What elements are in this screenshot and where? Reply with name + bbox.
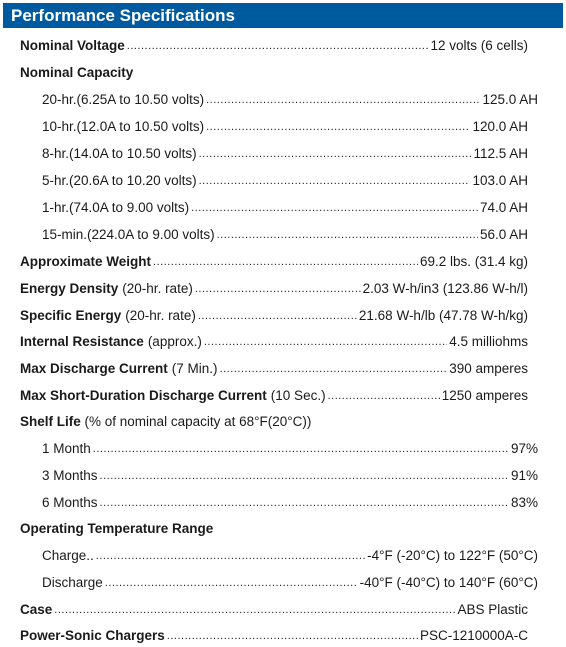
spec-note: (% of nominal capacity at 68°F(20°C)) — [84, 414, 312, 429]
spec-note: (7 Min.) — [171, 361, 218, 376]
shelf-life-value: 83% — [510, 495, 538, 510]
capacity-value: 125.0 AH — [482, 92, 538, 107]
capacity-value: 56.0 AH — [479, 227, 528, 242]
spec-note: (10 Sec.) — [270, 388, 326, 403]
shelf-life-value: 97% — [510, 441, 538, 456]
leader-dots — [328, 386, 440, 406]
spec-heading-nominal-capacity: Nominal Capacity — [20, 65, 134, 80]
operating-temp-row — [42, 546, 538, 566]
capacity-rate: 1-hr. — [42, 200, 70, 215]
leader-dots — [100, 466, 509, 486]
shelf-life-value: 91% — [510, 468, 538, 483]
spec-heading-operating-temp: Operating Temperature Range — [20, 521, 214, 536]
spec-value: 2.03 W-h/in3 (123.86 W-h/l) — [362, 281, 528, 296]
leader-dots — [100, 493, 509, 513]
spec-row-internal-resistance — [20, 332, 528, 352]
spec-note: (20-hr. rate) — [125, 308, 196, 323]
leader-dots — [191, 198, 478, 218]
operating-temp-value: -40°F (-40°C) to 140°F (60°C) — [359, 575, 538, 590]
capacity-condition: (12.0A to 10.50 volts) — [76, 119, 205, 134]
capacity-condition: (224.0A to 9.00 volts) — [87, 227, 215, 242]
spec-value: 21.68 W-h/lb (47.78 W-h/kg) — [358, 308, 528, 323]
spec-note: (20-hr. rate) — [122, 281, 193, 296]
operating-temp-value: -4°F (-20°C) to 122°F (50°C) — [367, 548, 538, 563]
capacity-row — [42, 198, 528, 218]
spec-value: 4.5 milliohms — [449, 334, 528, 349]
shelf-life-row — [42, 439, 538, 459]
leader-dots — [204, 332, 447, 352]
spec-value: ABS Plastic — [457, 602, 528, 617]
leader-dots — [93, 439, 509, 459]
shelf-life-period: 1 Month — [42, 441, 91, 456]
spec-label: Internal Resistance — [20, 334, 144, 349]
spec-label: Specific Energy — [20, 308, 122, 323]
capacity-condition: (20.6A to 10.20 volts) — [69, 173, 197, 188]
capacity-row — [42, 90, 538, 110]
section-title: Performance Specifications — [3, 3, 563, 28]
capacity-condition: (74.0A to 9.00 volts) — [69, 200, 190, 215]
capacity-condition: (6.25A to 10.50 volts) — [76, 92, 205, 107]
spec-row-max-short-discharge — [20, 386, 528, 406]
capacity-rate: 15-min. — [42, 227, 88, 242]
leader-dots — [153, 252, 418, 272]
spec-row-nominal-voltage — [20, 36, 528, 56]
spec-label: Energy Density — [20, 281, 119, 296]
leader-dots — [217, 225, 478, 245]
capacity-value: 112.5 AH — [473, 146, 528, 161]
spec-heading-shelf-life — [20, 412, 311, 432]
leader-dots — [195, 279, 361, 299]
operating-temp-mode: Discharge — [42, 575, 103, 590]
capacity-value: 120.0 AH — [472, 119, 528, 134]
spec-label: Case — [20, 602, 53, 617]
capacity-condition: (14.0A to 10.50 volts) — [69, 146, 197, 161]
spec-row-max-discharge — [20, 359, 528, 379]
capacity-rate: 8-hr. — [42, 146, 70, 161]
spec-label: Max Short-Duration Discharge Current — [20, 388, 267, 403]
operating-temp-row — [42, 573, 538, 593]
leader-dots — [199, 171, 471, 191]
capacity-value: 74.0 AH — [479, 200, 528, 215]
spec-row-case — [20, 600, 528, 620]
capacity-row — [42, 144, 528, 164]
capacity-row — [42, 171, 528, 191]
leader-dots — [54, 600, 455, 620]
capacity-row — [42, 117, 528, 137]
leader-dots — [127, 36, 429, 56]
spec-row-approx-weight — [20, 252, 528, 272]
leader-dots — [206, 117, 470, 137]
spec-value: 12 volts (6 cells) — [430, 38, 528, 53]
leader-dots — [167, 626, 418, 646]
spec-label: Power-Sonic Chargers — [20, 628, 165, 643]
spec-note: (approx.) — [147, 334, 202, 349]
leader-dots — [206, 90, 480, 110]
spec-value: 1250 amperes — [441, 388, 528, 403]
capacity-rate: 20-hr. — [42, 92, 77, 107]
spec-row-specific-energy — [20, 306, 528, 326]
spec-value: 390 amperes — [449, 361, 528, 376]
leader-dots — [96, 546, 365, 566]
shelf-life-period: 3 Months — [42, 468, 98, 483]
leader-dots — [198, 306, 357, 326]
shelf-life-row — [42, 493, 538, 513]
leader-dots — [105, 573, 358, 593]
shelf-life-row — [42, 466, 538, 486]
leader-dots — [199, 144, 472, 164]
spec-row-chargers — [20, 626, 528, 646]
leader-dots — [220, 359, 448, 379]
shelf-life-period: 6 Months — [42, 495, 98, 510]
spec-label: Approximate Weight — [20, 254, 152, 269]
spec-label: Nominal Voltage — [20, 38, 125, 53]
spec-value: PSC-1210000A-C — [419, 628, 528, 643]
capacity-row — [42, 225, 528, 245]
spec-label: Max Discharge Current — [20, 361, 168, 376]
capacity-rate: 10-hr. — [42, 119, 77, 134]
spec-row-energy-density — [20, 279, 528, 299]
operating-temp-mode: Charge.. — [42, 548, 94, 563]
spec-label: Shelf Life — [20, 414, 81, 429]
capacity-rate: 5-hr. — [42, 173, 70, 188]
capacity-value: 103.0 AH — [472, 173, 528, 188]
spec-value: 69.2 lbs. (31.4 kg) — [419, 254, 528, 269]
